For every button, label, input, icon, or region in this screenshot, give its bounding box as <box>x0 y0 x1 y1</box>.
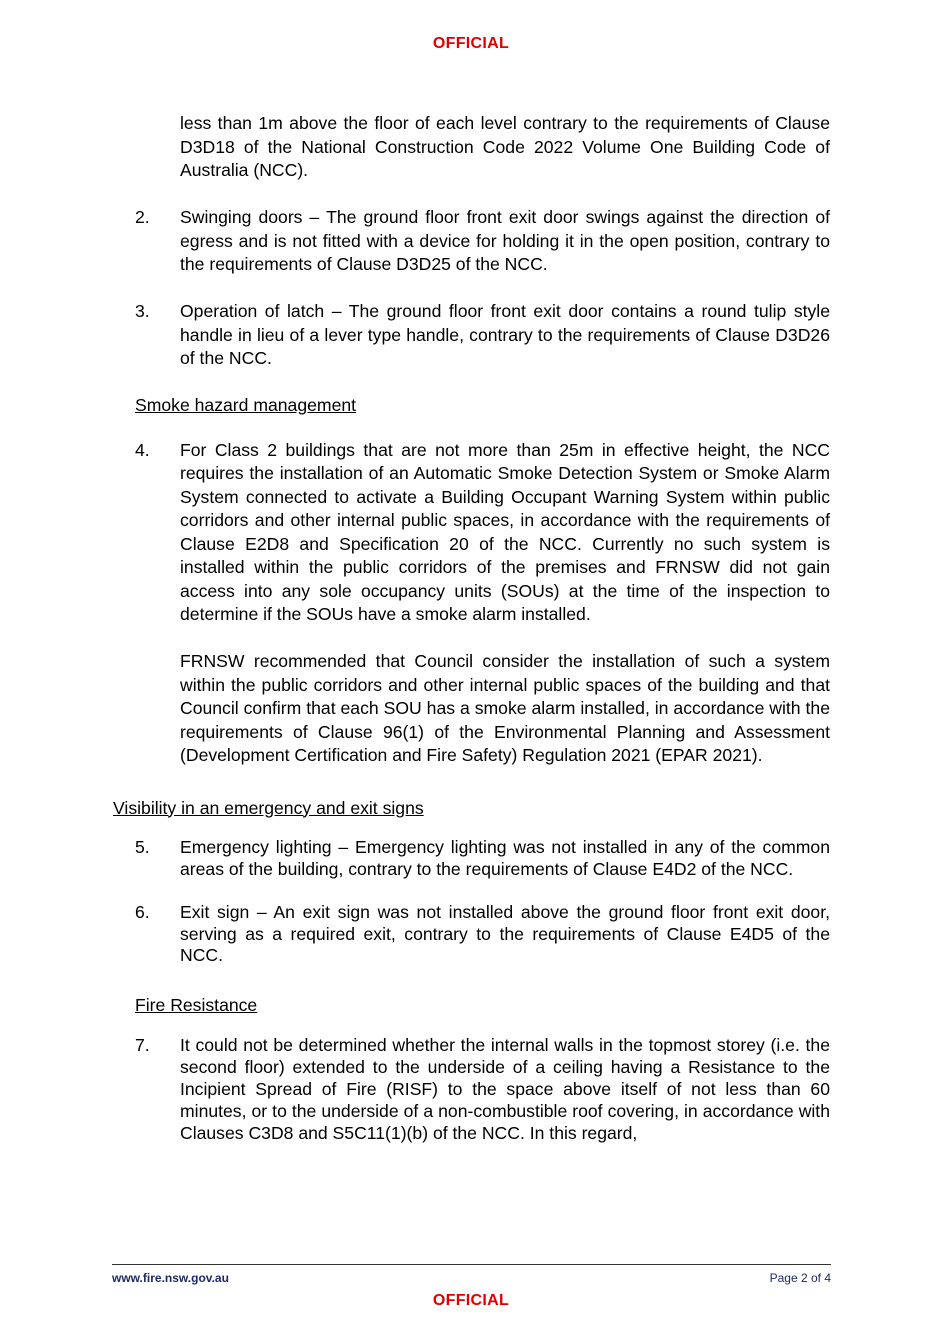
classification-marking-top: OFFICIAL <box>432 35 510 52</box>
item-number: 4. <box>135 439 150 460</box>
list-item <box>135 837 830 880</box>
list-item <box>135 206 830 277</box>
list-item <box>135 300 830 371</box>
item-text: Swinging doors – The ground floor front exit door swings against the direction of egress and is not fitted with a device for holding it in the open position, contrary to the requirements of Clause D3D25 of the NCC. <box>180 207 830 274</box>
footer-website-link[interactable]: www.fire.nsw.gov.au <box>112 1271 229 1285</box>
recommendation-paragraph: FRNSW recommended that Council consider the installation of such a system within the public corridors and other internal public spaces of the building and that Council confirm that each SOU has a smoke alarm installed, in accordance with the requirements of Clause 96(1) of the Environmental Planning and Assessment (Development Certification and Fire Safety) Regulation 2021 (EPAR 2021). <box>180 651 830 765</box>
classification-marking-bottom: OFFICIAL <box>432 1292 510 1309</box>
item-text: Emergency lighting – Emergency lighting was not installed in any of the common areas of the building, contrary to the requirements of Clause E4D2 of the NCC. <box>180 837 830 879</box>
item-number: 2. <box>135 207 150 227</box>
list-item <box>135 439 830 627</box>
intro-continuation: less than 1m above the floor of each level contrary to the requirements of Clause D3D18 of the National Construction Code 2022 Volume One Building Code of Australia (NCC). <box>180 113 830 180</box>
list-item <box>135 902 830 967</box>
item-text: For Class 2 buildings that are not more than 25m in effective height, the NCC requires the installation of an Automatic Smoke Detection System or Smoke Alarm System connected to activate a Building Occupant Warning System within public corridors and other internal public spaces, in accordance with the requirements of Clause E2D8 and Specification 20 of the NCC. Currently no such system is installed within the public corridors of the premises and FRNSW did not gain access into any sole occupancy units (SOUs) at the time of the inspection to determine if the SOUs have a smoke alarm installed. <box>180 439 830 624</box>
section-heading-fire: Fire Resistance <box>135 994 258 1015</box>
section-heading-visibility: Visibility in an emergency and exit signs <box>113 797 424 818</box>
list-item <box>135 1034 830 1144</box>
document-body <box>0 112 942 1144</box>
item-text: Operation of latch – The ground floor front exit door contains a round tulip style handle in lieu of a lever type handle, contrary to the requirements of Clause D3D26 of the NCC. <box>180 301 830 368</box>
item-text: It could not be determined whether the internal walls in the topmost storey (i.e. the second floor) extended to the underside of a ceiling having a Resistance to the Incipient Spread of Fire (RISF) to the space above itself of not less than 60 minutes, or to the underside of a non-combustible roof covering, in accordance with Clauses C3D8 and S5C11(1)(b) of the NCC. In this regard, <box>180 1035 830 1143</box>
item-number: 3. <box>135 301 150 321</box>
page-number: Page 2 of 4 <box>769 1271 831 1285</box>
item-number: 5. <box>135 837 150 857</box>
footer-divider <box>112 1264 831 1265</box>
item-number: 6. <box>135 902 150 922</box>
section-heading-smoke: Smoke hazard management <box>135 395 357 415</box>
item-number: 7. <box>135 1035 150 1055</box>
item-text: Exit sign – An exit sign was not installed above the ground floor front exit door, serving as a required exit, contrary to the requirements of Clause E4D5 of the NCC. <box>180 902 830 965</box>
